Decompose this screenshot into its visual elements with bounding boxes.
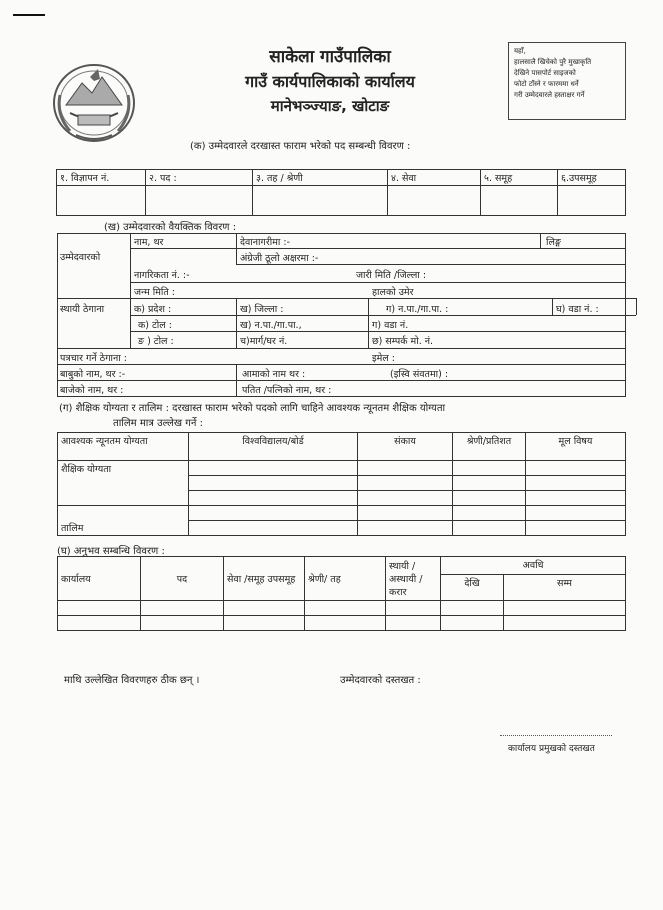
qual-cell[interactable] xyxy=(358,521,453,536)
section-ga-title: (ग) शैक्षिक योग्यता र तालिम : दरखास्त फाराम भरेको पदको लागि चाहिने आवश्यक न्यूनतम शैक्षिक योग्यता xyxy=(59,403,446,414)
municipality-field[interactable]: ग) न.पा./गा.पा. : xyxy=(386,304,449,315)
col-group: ५. समूह xyxy=(481,170,558,186)
col-faculty: संकाय xyxy=(358,433,453,461)
col-status: स्थायी /अस्थायी /करार xyxy=(386,557,441,601)
col-level: श्रेणी/ तह xyxy=(305,557,386,601)
section-gha-title: (घ) अनुभव सम्बन्धि विवरण : xyxy=(57,546,165,557)
post-details-table xyxy=(56,169,626,216)
col-from: देखि xyxy=(441,575,504,601)
district-field[interactable]: ख) जिल्ला : xyxy=(240,304,284,315)
citizenship-field[interactable]: नागरिकता नं. :- xyxy=(134,270,190,281)
exp-cell[interactable] xyxy=(58,616,141,631)
devanagari-name-field[interactable]: देवानागरीमा :- xyxy=(240,237,291,248)
permanent-address-label: स्थायी ठेगाना xyxy=(60,304,105,315)
qual-cell[interactable] xyxy=(358,506,453,521)
exp-cell[interactable] xyxy=(386,616,441,631)
col-service-group: सेवा /समूह उपसमूह xyxy=(224,557,305,601)
col-service: ४. सेवा xyxy=(388,170,481,186)
municipality2-field[interactable]: ख) न.पा./गा.पा., xyxy=(240,320,302,331)
input-level[interactable] xyxy=(253,186,388,216)
tole-field[interactable]: क) टोल : xyxy=(138,320,172,331)
office-head-signature[interactable]: कार्यालय प्रमुखको दस्तखत xyxy=(508,744,595,754)
col-advert-no: १. विज्ञापन नं. xyxy=(57,170,146,186)
col-office: कार्यालय xyxy=(58,557,141,601)
input-post[interactable] xyxy=(146,186,253,216)
nepal-emblem-icon xyxy=(46,55,142,145)
qual-cell[interactable] xyxy=(453,476,526,491)
exp-cell[interactable] xyxy=(305,601,386,616)
photo-instruction-line: फोटो टाँस्ने र फारममा धर्ने xyxy=(514,80,579,88)
office-name: गाउँ कार्यपालिकाको कार्यालय xyxy=(245,72,415,91)
candidate-label: उम्मेदवारको xyxy=(60,252,101,263)
col-post: पद xyxy=(141,557,224,601)
mother-name-field[interactable]: आमाको नाम थर : xyxy=(242,369,306,380)
row-academic: शैक्षिक योग्यता xyxy=(58,461,189,506)
gender-field[interactable]: लिङ्ग xyxy=(546,237,561,248)
house-no-field[interactable]: च)मार्ग/घर नं. xyxy=(240,336,288,347)
photo-box xyxy=(508,42,626,120)
exp-cell[interactable] xyxy=(58,601,141,616)
input-group[interactable] xyxy=(481,186,558,216)
photo-instruction-line: हालसालै खिचेको पुरै मुखाकृति xyxy=(514,58,592,66)
qual-cell[interactable] xyxy=(526,476,626,491)
exp-cell[interactable] xyxy=(224,616,305,631)
municipality-name: साकेला गाउँपालिका xyxy=(269,47,391,67)
contact-field[interactable]: छ) सम्पर्क मो. नं. xyxy=(372,336,434,347)
col-subgroup: ६.उपसमूह xyxy=(558,170,626,186)
col-duration: अवधि xyxy=(441,557,626,575)
year-field[interactable]: (इस्वि संवतमा) : xyxy=(390,369,449,380)
qual-cell[interactable] xyxy=(189,476,358,491)
exp-cell[interactable] xyxy=(141,601,224,616)
experience-table xyxy=(57,556,626,631)
exp-cell[interactable] xyxy=(224,601,305,616)
col-to: सम्म xyxy=(504,575,626,601)
qual-cell[interactable] xyxy=(189,506,358,521)
section-ka-title: (क) उम्मेदवारले दरखास्त फाराम भरेको पद सम्बन्धी विवरण : xyxy=(190,141,411,152)
qual-cell[interactable] xyxy=(453,461,526,476)
qual-cell[interactable] xyxy=(526,506,626,521)
declaration-text: माथि उल्लेखित विवरणहरु ठीक छन् । xyxy=(64,675,200,686)
qual-cell[interactable] xyxy=(453,491,526,506)
father-name-field[interactable]: बाबुको नाम, थर :- xyxy=(60,369,126,380)
email-field[interactable]: इमेल : xyxy=(372,353,396,364)
qual-cell[interactable] xyxy=(189,521,358,536)
row-training: तालिम xyxy=(58,506,189,536)
qual-cell[interactable] xyxy=(358,491,453,506)
col-level: ३. तह / श्रेणी xyxy=(253,170,388,186)
qual-cell[interactable] xyxy=(189,491,358,506)
qual-cell[interactable] xyxy=(358,461,453,476)
corner-mark xyxy=(13,14,45,16)
exp-cell[interactable] xyxy=(504,616,626,631)
office-signature-line xyxy=(500,735,612,736)
issue-date-field[interactable]: जारी मिति /जिल्ला : xyxy=(356,270,427,281)
section-kha-title: (ख) उम्मेदवारको वैयक्तिक विवरण : xyxy=(104,222,237,233)
input-advert-no[interactable] xyxy=(57,186,146,216)
qual-cell[interactable] xyxy=(526,491,626,506)
photo-instruction-line: यहाँ, xyxy=(514,47,526,55)
col-post: २. पद : xyxy=(146,170,253,186)
input-service[interactable] xyxy=(388,186,481,216)
exp-cell[interactable] xyxy=(305,616,386,631)
english-name-field[interactable]: अंग्रेजी ठूलो अक्षरमा :- xyxy=(240,253,319,264)
input-subgroup[interactable] xyxy=(558,186,626,216)
dob-field[interactable]: जन्म मिति : xyxy=(134,287,176,298)
grandfather-name-field[interactable]: बाजेको नाम, थर : xyxy=(60,385,124,396)
qual-cell[interactable] xyxy=(526,461,626,476)
exp-cell[interactable] xyxy=(441,601,504,616)
candidate-signature[interactable]: उम्मेदवारको दस्तखत : xyxy=(340,675,421,686)
qualification-table xyxy=(57,432,626,536)
ward2-field[interactable]: ग) वडा नं. xyxy=(372,320,409,331)
ward-field[interactable]: घ) वडा नं. : xyxy=(556,304,599,315)
qual-cell[interactable] xyxy=(358,476,453,491)
photo-instruction-line: गरी उम्मेदवारले हस्ताक्षर गर्ने xyxy=(514,91,585,99)
age-field[interactable]: हालको उमेर xyxy=(372,287,414,298)
qual-cell[interactable] xyxy=(453,521,526,536)
col-min-qualification: आवश्यक न्यूनतम योग्यता xyxy=(58,433,189,461)
tole2-field[interactable]: ङ ) टोल : xyxy=(138,336,174,347)
exp-cell[interactable] xyxy=(141,616,224,631)
postal-address-field[interactable]: पत्रचार गर्ने ठेगाना : xyxy=(60,353,127,364)
qual-cell[interactable] xyxy=(189,461,358,476)
col-division: श्रेणी/प्रतिशत xyxy=(453,433,526,461)
name-label: नाम, थर xyxy=(134,237,164,248)
office-location: मानेभञ्ज्याङ, खोटाङ xyxy=(270,97,390,115)
province-field[interactable]: क) प्रदेश : xyxy=(134,304,172,315)
col-university: विश्वविद्यालय/बोर्ड xyxy=(189,433,358,461)
qual-cell[interactable] xyxy=(526,521,626,536)
section-ga-subtitle: तालिम मात्र उल्लेख गर्ने : xyxy=(113,418,203,429)
qual-cell[interactable] xyxy=(453,506,526,521)
col-major: मूल विषय xyxy=(526,433,626,461)
exp-cell[interactable] xyxy=(504,601,626,616)
spouse-name-field[interactable]: पतित /पत्निको नाम, थर : xyxy=(242,385,332,396)
photo-instruction-line: देखिने पासपोर्ट साइजको xyxy=(514,69,576,77)
exp-cell[interactable] xyxy=(386,601,441,616)
exp-cell[interactable] xyxy=(441,616,504,631)
